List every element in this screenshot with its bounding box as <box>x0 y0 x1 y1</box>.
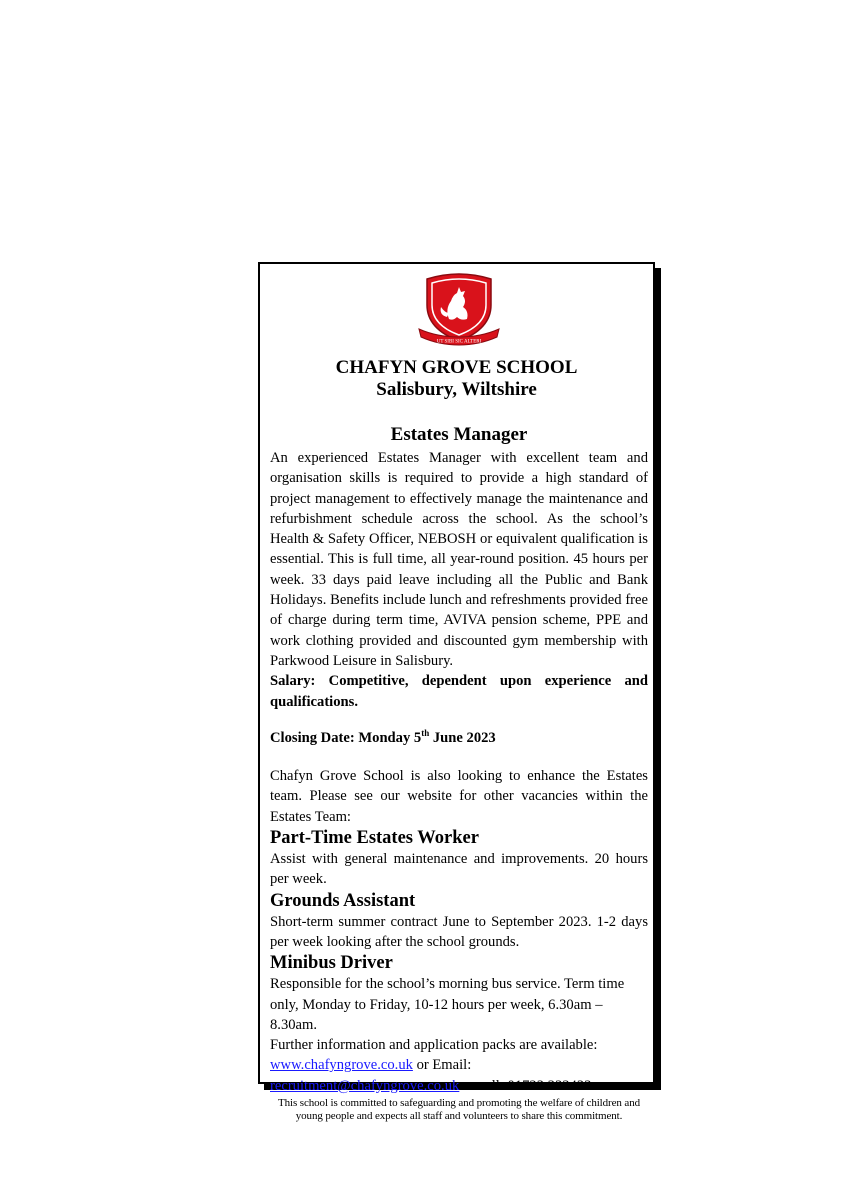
contact-email-line: recruitment@chafyngrove.co.uk or call: 01722 333423. <box>270 1077 596 1094</box>
role-title-minibus-driver: Minibus Driver <box>270 953 393 974</box>
crest-motto: UT SIBI SIC ALTERI <box>436 339 482 345</box>
school-crest-logo <box>417 271 501 347</box>
closing-date: Closing Date: Monday 5th June 2023 <box>270 728 496 746</box>
advert-content <box>270 424 648 1123</box>
job-title: Estates Manager <box>390 424 528 445</box>
school-location: Salisbury, Wiltshire <box>376 379 537 400</box>
email-link[interactable]: recruitment@chafyngrove.co.uk <box>270 1077 460 1094</box>
role-description-part-time-estates-worker: Assist with general maintenance and improvements. 20 hours per week. <box>270 851 648 888</box>
job-description: An experienced Estates Manager with excellent team and organisation skills is required to provide a high standard of project management to effectively manage the maintenance and refurbishment schedule across the school. As the school’s Health & Safety Officer, NEBOSH or equivalent qualification is essential. This is full time, all year-round position. 45 hours per week. 33 days paid leave including all the Public and Bank Holidays. Benefits include lunch and refreshments provided free of charge during term time, AVIVA pension scheme, PPE and work clothing provided and discounted gym membership with Parkwood Leisure in Salisbury. <box>270 450 648 669</box>
safeguarding-statement: This school is committed to safeguarding and promoting the welfare of children and young people and expects all staff and volunteers to share this commitment. <box>277 1097 641 1123</box>
role-title-part-time-estates-worker: Part-Time Estates Worker <box>270 828 479 849</box>
salary-text: Salary: Competitive, dependent upon experience and qualifications. <box>270 673 648 710</box>
role-description-minibus-driver: Responsible for the school’s morning bus service. Term time only, Monday to Friday, 10-12 hours per week, 6.30am – 8.30am. <box>270 976 625 1033</box>
other-vacancies-intro: Chafyn Grove School is also looking to enhance the Estates team. Please see our website for other vacancies within the Estates Team: <box>270 768 648 825</box>
website-link[interactable]: www.chafyngrove.co.uk <box>270 1057 413 1074</box>
contact-intro: Further information and application packs are available: <box>270 1037 598 1054</box>
role-title-grounds-assistant: Grounds Assistant <box>270 890 416 911</box>
school-name: CHAFYN GROVE SCHOOL <box>335 357 578 378</box>
role-description-grounds-assistant: Short-term summer contract June to September 2023. 1-2 days per week looking after the school grounds. <box>270 913 648 950</box>
job-advert <box>258 262 655 1123</box>
contact-website-line: www.chafyngrove.co.uk or Email: <box>270 1057 472 1074</box>
